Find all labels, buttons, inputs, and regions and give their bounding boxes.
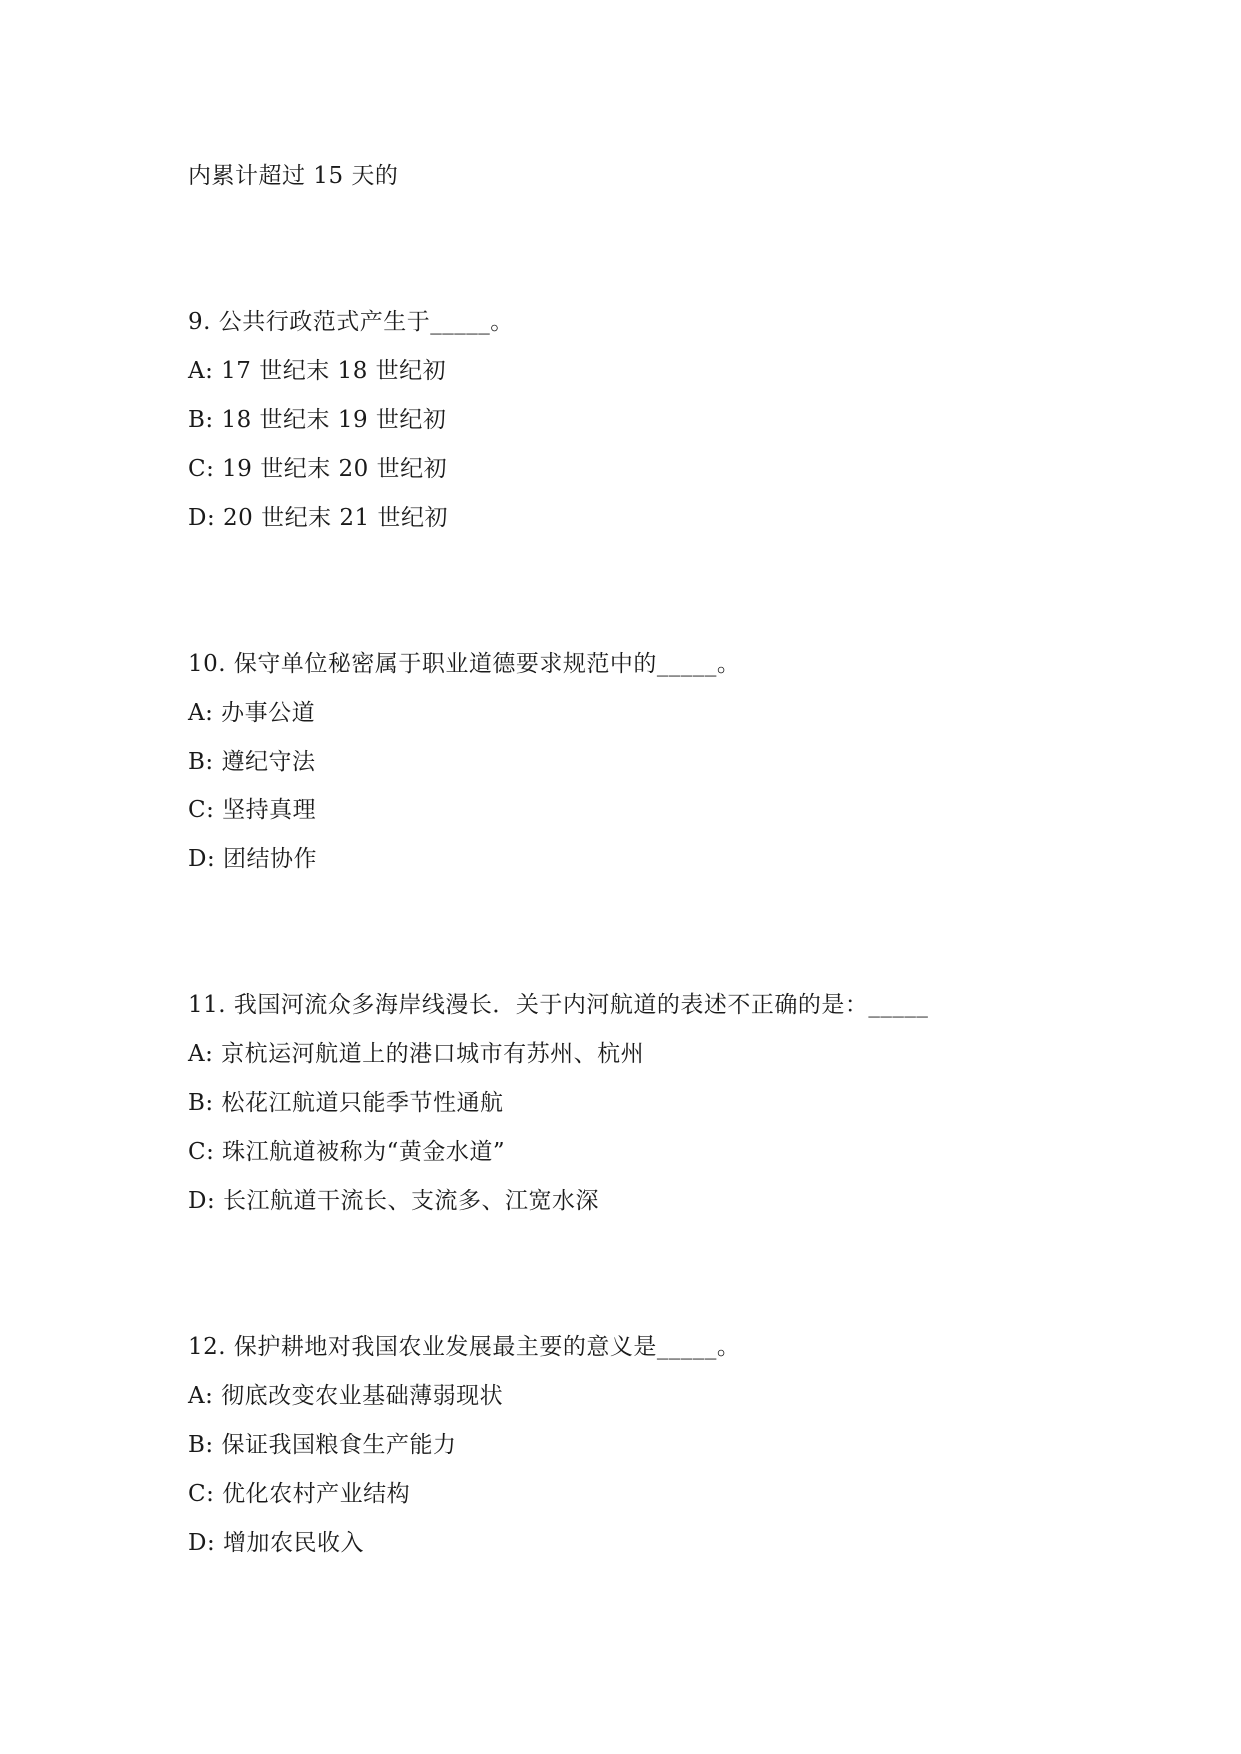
question-12-title: 12. 保护耕地对我国农业发展最主要的意义是_____。 <box>188 1334 741 1360</box>
question-10-option-d: D: 团结协作 <box>188 846 318 872</box>
question-10-option-c: C: 坚持真理 <box>188 797 317 823</box>
question-9-title: 9. 公共行政范式产生于_____。 <box>188 309 514 335</box>
question-11-option-c: C: 珠江航道被称为“黄金水道” <box>188 1139 506 1165</box>
question-12-option-a: A: 彻底改变农业基础薄弱现状 <box>188 1383 504 1409</box>
question-10-option-a: A: 办事公道 <box>188 700 316 726</box>
question-10-option-b: B: 遵纪守法 <box>188 749 316 775</box>
question-11-title: 11. 我国河流众多海岸线漫长．关于内河航道的表述不正确的是：_____ <box>188 992 929 1018</box>
question-10-title: 10. 保守单位秘密属于职业道德要求规范中的_____。 <box>188 651 741 677</box>
question-11-option-d: D: 长江航道干流长、支流多、江宽水深 <box>188 1188 600 1214</box>
question-9-option-d: D: 20 世纪末 21 世纪初 <box>188 505 448 531</box>
question-9-option-b: B: 18 世纪末 19 世纪初 <box>188 407 447 433</box>
question-9-option-a: A: 17 世纪末 18 世纪初 <box>188 358 447 384</box>
question-12-option-b: B: 保证我国粮食生产能力 <box>188 1432 457 1458</box>
question-9-option-c: C: 19 世纪末 20 世纪初 <box>188 456 448 482</box>
question-12-option-c: C: 优化农村产业结构 <box>188 1481 411 1507</box>
question-11-option-b: B: 松花江航道只能季节性通航 <box>188 1090 504 1116</box>
continued-text-fragment: 内累计超过 15 天的 <box>188 163 399 189</box>
question-12-option-d: D: 增加农民收入 <box>188 1530 365 1556</box>
question-11-option-a: A: 京杭运河航道上的港口城市有苏州、杭州 <box>188 1041 645 1067</box>
